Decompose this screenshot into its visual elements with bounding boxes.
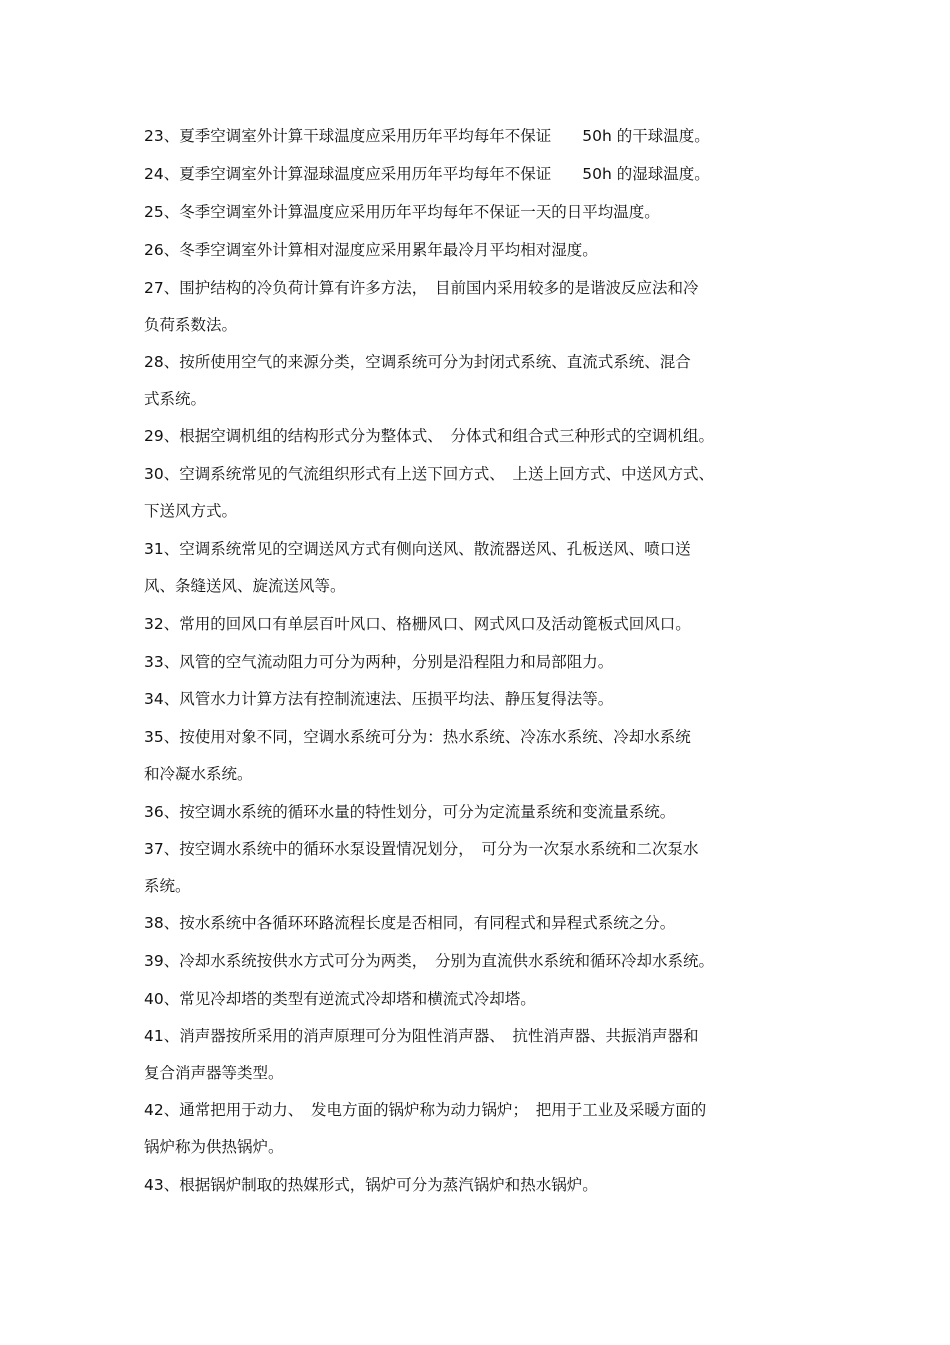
question-37-line1: 37、按空调水系统中的循环水泵设置情况划分， 可分为一次泵水系统和二次泵水 — [144, 840, 699, 858]
question-30-line2: 下送风方式。 — [144, 502, 238, 520]
question-29: 29、根据空调机组的结构形式分为整体式、 分体式和组合式三种形式的空调机组。 — [144, 427, 714, 445]
question-25: 25、冬季空调室外计算温度应采用历年平均每年不保证一天的日平均温度。 — [144, 203, 660, 221]
question-33: 33、风管的空气流动阻力可分为两种，分别是沿程阻力和局部阻力。 — [144, 653, 614, 671]
question-41-line1: 41、消声器按所采用的消声原理可分为阻性消声器、 抗性消声器、共振消声器和 — [144, 1027, 699, 1045]
question-42-line1: 42、通常把用于动力、 发电方面的锅炉称为动力锅炉； 把用于工业及采暖方面的 — [144, 1101, 707, 1119]
question-31-line1: 31、空调系统常见的空调送风方式有侧向送风、散流器送风、孔板送风、喷口送 — [144, 540, 691, 558]
question-34: 34、风管水力计算方法有控制流速法、压损平均法、静压复得法等。 — [144, 690, 614, 708]
question-26: 26、冬季空调室外计算相对湿度应采用累年最冷月平均相对湿度。 — [144, 241, 598, 259]
question-36: 36、按空调水系统的循环水量的特性划分，可分为定流量系统和变流量系统。 — [144, 803, 676, 821]
question-30-line1: 30、空调系统常见的气流组织形式有上送下回方式、 上送上回方式、中送风方式、 — [144, 465, 714, 483]
question-42-line2: 锅炉称为供热锅炉。 — [144, 1138, 284, 1156]
question-37-line2: 系统。 — [144, 877, 191, 895]
question-28-line2: 式系统。 — [144, 390, 207, 408]
question-28-line1: 28、按所使用空气的来源分类，空调系统可分为封闭式系统、直流式系统、混合 — [144, 353, 691, 371]
question-27-line2: 负荷系数法。 — [144, 316, 238, 334]
question-31-line2: 风、条缝送风、旋流送风等。 — [144, 577, 346, 595]
question-38: 38、按水系统中各循环环路流程长度是否相同，有同程式和异程式系统之分。 — [144, 914, 676, 932]
question-24: 24、夏季空调室外计算湿球温度应采用历年平均每年不保证 50h 的湿球温度。 — [144, 165, 710, 183]
question-32: 32、常用的回风口有单层百叶风口、格栅风口、网式风口及活动篦板式回风口。 — [144, 615, 691, 633]
question-35-line1: 35、按使用对象不同，空调水系统可分为：热水系统、冷冻水系统、冷却水系统 — [144, 728, 691, 746]
question-43: 43、根据锅炉制取的热媒形式，锅炉可分为蒸汽锅炉和热水锅炉。 — [144, 1176, 598, 1194]
question-41-line2: 复合消声器等类型。 — [144, 1064, 284, 1082]
question-40: 40、常见冷却塔的类型有逆流式冷却塔和横流式冷却塔。 — [144, 990, 536, 1008]
question-27-line1: 27、围护结构的冷负荷计算有许多方法， 目前国内采用较多的是谐波反应法和冷 — [144, 279, 699, 297]
question-39: 39、冷却水系统按供水方式可分为两类， 分别为直流供水系统和循环冷却水系统。 — [144, 952, 714, 970]
question-23: 23、夏季空调室外计算干球温度应采用历年平均每年不保证 50h 的干球温度。 — [144, 127, 710, 145]
question-35-line2: 和冷凝水系统。 — [144, 765, 253, 783]
